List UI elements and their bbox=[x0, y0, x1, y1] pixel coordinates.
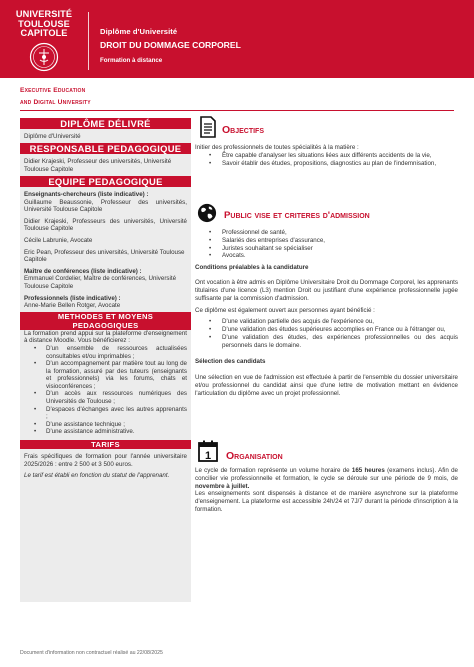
ens-3: Cécile Labrunie, Avocate bbox=[24, 236, 93, 244]
logo-line-3: CAPITOLE bbox=[20, 28, 68, 39]
organisation-months: novembre à juillet. bbox=[195, 482, 250, 490]
methodes-heading bbox=[20, 312, 191, 330]
organisation-p1-b: (examens inclus). Afin de concilier vie professionnelle et formation, le cycle se déroule sur une période de 9 mois, de bbox=[195, 467, 458, 482]
methodes-item: • D'un accompagnement par matière tout au long de la formation, assuré par des tuteurs (enseignants et professionnels) via les forums, chats et visioconférences ; bbox=[34, 360, 187, 390]
ens-2: Didier Krajeski, Professeurs des universités, Université Toulouse Capitole bbox=[24, 217, 187, 233]
public-section bbox=[195, 229, 458, 398]
calendar-icon bbox=[198, 440, 218, 462]
calendar-number: 1 bbox=[204, 450, 212, 462]
equipe-heading: EQUIPE PEDAGOGIQUE bbox=[20, 176, 191, 187]
seal-icon bbox=[29, 42, 59, 72]
methodes-item: • D'une assistance administrative. bbox=[34, 428, 187, 436]
document-icon bbox=[198, 116, 218, 138]
methodes-item: • D'espaces d'échanges avec les autres apprenants ; bbox=[34, 406, 187, 421]
selection-heading: Sélection des candidats bbox=[195, 358, 266, 366]
pro-heading: Professionnels (liste indicative) : bbox=[24, 294, 121, 302]
organisation-section bbox=[195, 467, 458, 514]
public-item: • Juristes souhaitant se spécialiser bbox=[209, 245, 458, 253]
logo-line-2: TOULOUSE bbox=[18, 18, 70, 29]
organisation-p1-a: Le cycle de formation représente un volume horaire de bbox=[195, 467, 352, 474]
header-banner bbox=[0, 0, 474, 78]
methodes-heading-line-1: METHODES ET MOYENS bbox=[57, 311, 154, 321]
methodes-item: • D'une assistance technique ; bbox=[34, 421, 187, 429]
objectifs-item: • Être capable d'analyser les situations liées aux différents accidents de la vie, bbox=[209, 152, 458, 160]
globe-icon bbox=[197, 202, 217, 224]
selection-text: Une sélection en vue de l'admission est effectuée à partir de l'ensemble du dossier universitaire et/ou professionnel du candidat ainsi que d'une lettre de motivation mettant en évidence l'articulation du diplôme avec un projet professionnel. bbox=[195, 374, 458, 397]
methodes-list bbox=[34, 345, 187, 436]
conditions-text: Ont vocation à être admis en Diplôme Universitaire Droit du Dommage Corporel, les apprenants titulaires d'une licence (L3) mention Droit ou justifiant d'une expérience professionnelle jugée suffisante par la commission d'admission. bbox=[195, 278, 458, 302]
public-item: • Professionnel de santé, bbox=[209, 229, 458, 237]
methodes-heading-line-2: PEDAGOGIQUES bbox=[72, 320, 139, 330]
organisation-title: Organisation bbox=[226, 450, 283, 462]
diplome-heading: DIPLÔME DÉLIVRÉ bbox=[20, 118, 191, 129]
vae-list bbox=[209, 318, 458, 349]
org-line-2: and Digital University bbox=[20, 99, 91, 106]
public-item: • Avocats. bbox=[209, 252, 458, 260]
header-divider bbox=[88, 12, 89, 70]
vae-item: • D'une validation des études supérieures accomplies en France ou à l'étranger ou, bbox=[209, 326, 458, 334]
ens-4: Eric Pean, Professeur des universités, Université Toulouse Capitole bbox=[24, 248, 185, 264]
responsable-text: Didier Krajeski, Professeur des universités, Université Toulouse Capitole bbox=[24, 158, 172, 173]
tarifs-note: Le tarif est établi en fonction du statut de l'apprenant. bbox=[24, 472, 170, 480]
org-name bbox=[20, 85, 91, 109]
objectifs-item: • Savoir établir des études, propositions, diagnostics au plan de l'indemnisation, bbox=[209, 160, 458, 168]
tarifs-text: Frais spécifiques de formation pour l'année universitaire 2025/2026 : entre 2 500 et 3 500 euros. bbox=[24, 453, 187, 468]
vae-text: Ce diplôme est également ouvert aux personnes ayant bénéficié : bbox=[195, 307, 375, 315]
university-logo[interactable] bbox=[14, 10, 74, 72]
page-title: DROIT DU DOMMAGE CORPOREL bbox=[100, 40, 241, 50]
public-list bbox=[209, 229, 458, 260]
objectifs-section bbox=[195, 144, 458, 167]
organisation-p1 bbox=[195, 467, 458, 490]
public-item: • Salariés des entreprises d'assurance, bbox=[209, 237, 458, 245]
tarifs-heading: TARIFS bbox=[20, 440, 191, 449]
diploma-label: Diplôme d'Université bbox=[100, 27, 178, 36]
logo-line-1: UNIVERSITÉ bbox=[15, 9, 73, 19]
pro-1: Anne-Marie Bellen Rotger, Avocate bbox=[24, 302, 121, 310]
vae-item: • D'une validation des études, des expériences professionnelles ou des acquis personnels dans le domaine. bbox=[209, 334, 458, 350]
methodes-item: • D'un accès aux ressources numériques des Universités de Toulouse ; bbox=[34, 390, 187, 405]
mc-1: Emmanuel Cordelier, Maître de conférences, Université Toulouse Capitole bbox=[24, 275, 177, 290]
methodes-item: • D'un ensemble de ressources actualisées consultables et/ou imprimables ; bbox=[34, 345, 187, 360]
organisation-hours: 165 heures bbox=[351, 467, 385, 474]
org-line-1: Executive Education bbox=[20, 87, 86, 94]
methodes-intro: La formation prend appui sur la plateforme d'enseignement à distance Moodle. Vous bénéficierez : bbox=[24, 329, 187, 345]
public-title: Public vise et criteres d'admission bbox=[224, 210, 370, 221]
conditions-heading: Conditions préalables à la candidature bbox=[195, 264, 309, 272]
objectifs-intro: Initier des professionnels de toutes spécialités à la matière : bbox=[195, 144, 359, 151]
mc-heading: Maître de conférences (liste indicative) : bbox=[24, 267, 142, 275]
responsable-heading: RESPONSABLE PEDAGOGIQUE bbox=[20, 143, 191, 154]
sidebar bbox=[20, 118, 191, 602]
objectifs-title: Objectifs bbox=[222, 124, 265, 136]
page-subtitle: Formation à distance bbox=[100, 57, 163, 64]
ens-heading: Enseignants-chercheurs (liste indicative) : bbox=[24, 191, 149, 198]
footer-note: Document d'information non contractuel réalisé au 22/08/2025 bbox=[20, 650, 163, 656]
diplome-text: Diplôme d'Université bbox=[24, 133, 81, 141]
vae-item: • D'une validation partielle des acquis de l'expérience ou, bbox=[209, 318, 458, 326]
objectifs-list bbox=[209, 152, 458, 168]
organisation-p2: Les enseignements sont dispensés à distance et de manière asynchrone sur la plateforme d'enseignement. La plateforme est accessible 24h/24 et 7J/7 durant la période d'inscription à la formation. bbox=[195, 490, 458, 513]
divider bbox=[20, 110, 454, 111]
ens-1: Guillaume Beaussonie, Professeur des universités, Université Toulouse Capitole bbox=[24, 198, 187, 214]
